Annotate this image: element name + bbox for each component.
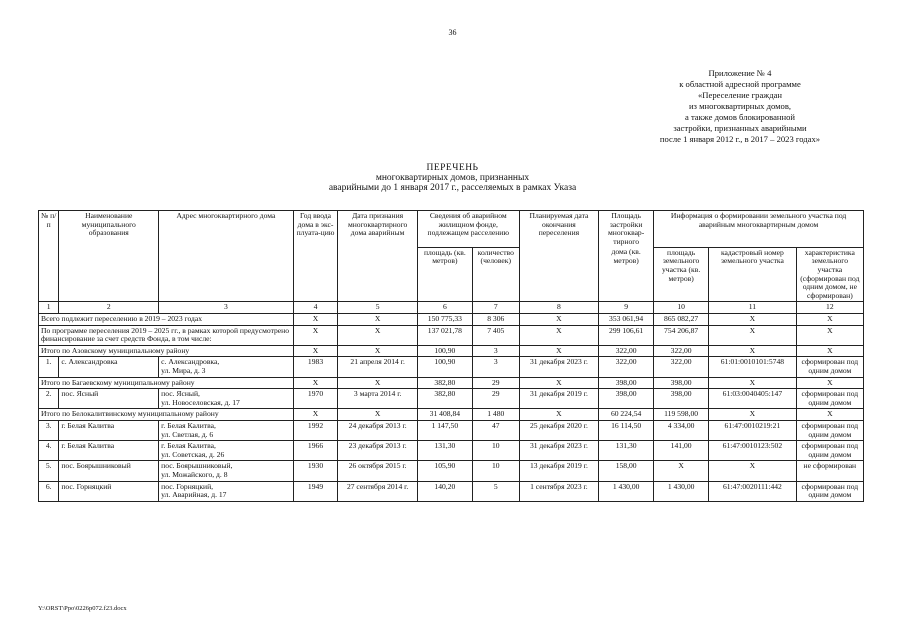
table-row (39, 420, 864, 440)
col-number: 6 (417, 302, 472, 314)
cell-address (159, 420, 293, 440)
cell-municipality: пос. Ясный (59, 389, 159, 409)
cell-address (159, 481, 293, 501)
col-number: 4 (293, 302, 338, 314)
cell-land: 4 334,00 (654, 420, 709, 440)
header-cell: Площадь застройки многоквар-тирного (599, 211, 654, 248)
cell-people: 1 480 (472, 409, 519, 421)
page-number: 36 (448, 28, 457, 37)
cell-number: 2. (39, 389, 59, 409)
address-line: г. Белая Калитва, (161, 441, 216, 451)
cell-date: X (338, 377, 417, 389)
cell-build: 1 430,00 (599, 481, 654, 501)
cell-cad: X (709, 345, 797, 357)
appendix-line: после 1 января 2012 г., в 2017 – 2023 годах» (659, 134, 821, 144)
col-number: 2 (59, 302, 159, 314)
cell-year: X (293, 377, 338, 389)
cell-cad: 61:47:0010123:502 (709, 441, 797, 461)
cell-build: 299 106,61 (599, 325, 654, 345)
row-label: По программе переселения 2019 – 2025 гг., в рамках которой предусмотрено финансирование за счет средств Фонда, в том числе: (39, 325, 294, 345)
cell-year: 1949 (293, 481, 338, 501)
cell-char: X (796, 377, 863, 389)
cell-people: 5 (472, 481, 519, 501)
cell-people: 3 (472, 357, 519, 377)
cell-end: X (519, 314, 598, 326)
row-label: Итого по Белокалитвинскому муниципальному району (39, 409, 294, 421)
cell-people: 7 405 (472, 325, 519, 345)
cell-municipality: пос. Боярышниковый (59, 461, 159, 481)
header-cell: Год ввода дома в экс-плуата-цию (293, 211, 338, 302)
header-cell: Планируемая дата окончания переселения (519, 211, 598, 302)
row-label: Итого по Багаевскому муниципальному району (39, 377, 294, 389)
cell-char: сформирован под одним домом (796, 357, 863, 377)
cell-end: X (519, 345, 598, 357)
cell-date: X (338, 409, 417, 421)
cell-number: 3. (39, 420, 59, 440)
row-label: Всего подлежит переселению в 2019 – 2023 годах (39, 314, 294, 326)
appendix-header (630, 68, 850, 145)
cell-cad: 61:03:0040405:147 (709, 389, 797, 409)
cell-cad: 61:47:0010219:21 (709, 420, 797, 440)
cell-year: X (293, 345, 338, 357)
cell-number: 5. (39, 461, 59, 481)
cell-build: 16 114,50 (599, 420, 654, 440)
cell-people: 10 (472, 461, 519, 481)
cell-people: 3 (472, 345, 519, 357)
cell-land: X (654, 461, 709, 481)
table-row (39, 441, 864, 461)
cell-area: 100,90 (417, 345, 472, 357)
cell-char: X (796, 345, 863, 357)
cell-build: 60 224,54 (599, 409, 654, 421)
cell-land: 398,00 (654, 389, 709, 409)
cell-area: 150 775,33 (417, 314, 472, 326)
title-line: аварийными до 1 января 2017 г., расселяемых в рамках Указа (328, 183, 577, 193)
cell-date: 23 декабря 2013 г. (338, 441, 417, 461)
cell-address (159, 389, 293, 409)
appendix-line: застройки, признанных аварийными (673, 123, 807, 133)
file-path-footer: Y:\ORST\Ppo\0226p072.f23.docx (38, 605, 127, 612)
cell-cad: X (709, 314, 797, 326)
address-line: ул. Мира, д. 3 (161, 366, 206, 375)
address-line: ул. Новоселовская, д. 17 (161, 397, 240, 407)
table-row (39, 461, 864, 481)
appendix-line: а также домов блокированной (684, 112, 795, 122)
header-cell: Сведения об аварийном жилищном фонде, подлежащем расселению (417, 211, 519, 248)
cell-date: X (338, 325, 417, 345)
col-number: 11 (709, 302, 797, 314)
cell-year: 1983 (293, 357, 338, 377)
cell-end: 1 сентября 2023 г. (519, 481, 598, 501)
summary-row-program (39, 325, 864, 345)
cell-date: 3 марта 2014 г. (338, 389, 417, 409)
cell-date: 26 октября 2015 г. (338, 461, 417, 481)
header-cell: Информация о формировании земельного участка под аварийным многоквартирным домом (654, 211, 864, 248)
address-line: пос. Ясный, (161, 389, 200, 399)
cell-area: 105,90 (417, 461, 472, 481)
col-number: 10 (654, 302, 709, 314)
header-cell: Адрес многоквартирного дома (159, 211, 293, 302)
cell-char: сформирован под одним домом (796, 420, 863, 440)
summary-row-total (39, 314, 864, 326)
cell-cad: X (709, 461, 797, 481)
cell-people: 8 306 (472, 314, 519, 326)
cell-year: 1992 (293, 420, 338, 440)
cell-land: 141,00 (654, 441, 709, 461)
appendix-line: Приложение № 4 (708, 68, 772, 78)
column-number-row (39, 302, 864, 314)
header-cell: № п/п (39, 211, 59, 302)
header-cell: количество (человек) (472, 247, 519, 302)
cell-date: 27 сентября 2014 г. (338, 481, 417, 501)
appendix-line: из многоквартирных домов, (688, 101, 792, 111)
title-line: ПЕРЕЧЕНЬ (426, 163, 479, 173)
cell-municipality: г. Белая Калитва (59, 420, 159, 440)
cell-end: 31 декабря 2023 г. (519, 357, 598, 377)
cell-cad: X (709, 325, 797, 345)
cell-people: 10 (472, 441, 519, 461)
address-line: с. Александровка, (161, 357, 220, 367)
cell-end: X (519, 409, 598, 421)
title-line: многоквартирных домов, признанных (375, 173, 530, 183)
cell-end: 25 декабря 2020 г. (519, 420, 598, 440)
cell-build: 322,00 (599, 345, 654, 357)
cell-build: 398,00 (599, 389, 654, 409)
cell-year: 1966 (293, 441, 338, 461)
cell-number: 4. (39, 441, 59, 461)
cell-municipality: с. Александровка (59, 357, 159, 377)
subtotal-row (39, 345, 864, 357)
cell-char: X (796, 409, 863, 421)
address-line: ул. Можайского, д. 8 (161, 469, 228, 479)
cell-build: 398,00 (599, 377, 654, 389)
header-cell: Наименование муниципального образования (59, 211, 159, 302)
cell-date: 24 декабря 2013 г. (338, 420, 417, 440)
cell-build: 353 061,94 (599, 314, 654, 326)
cell-land: 322,00 (654, 345, 709, 357)
cell-build: 131,30 (599, 441, 654, 461)
appendix-line: «Переселение граждан (698, 90, 782, 100)
cell-land: 865 082,27 (654, 314, 709, 326)
header-cell: площадь земельного участка (кв. метров) (654, 247, 709, 302)
cell-cad: 61:47:0020111:442 (709, 481, 797, 501)
address-line: ул. Советская, д. 26 (161, 449, 225, 459)
cell-char: X (796, 314, 863, 326)
appendix-line: к областной адресной программе (679, 79, 801, 89)
header-cell: кадастровый номер земельного участка (709, 247, 797, 302)
col-number: 9 (599, 302, 654, 314)
cell-number: 6. (39, 481, 59, 501)
cell-date: 21 апреля 2014 г. (338, 357, 417, 377)
cell-year: X (293, 325, 338, 345)
cell-land: 119 598,00 (654, 409, 709, 421)
col-number: 7 (472, 302, 519, 314)
cell-municipality: г. Белая Калитва (59, 441, 159, 461)
cell-char: сформирован под одним домом (796, 441, 863, 461)
table-row (39, 357, 864, 377)
cell-area: 31 408,84 (417, 409, 472, 421)
col-number: 1 (39, 302, 59, 314)
cell-people: 29 (472, 389, 519, 409)
col-number: 12 (796, 302, 863, 314)
cell-area: 382,80 (417, 389, 472, 409)
cell-municipality: пос. Горняцкий (59, 481, 159, 501)
cell-year: X (293, 409, 338, 421)
cell-address (159, 357, 293, 377)
subtotal-row (39, 409, 864, 421)
cell-people: 29 (472, 377, 519, 389)
cell-end: 31 декабря 2019 г. (519, 389, 598, 409)
cell-land: 322,00 (654, 357, 709, 377)
header-cell: площадь (кв. метров) (417, 247, 472, 302)
row-label: Итого по Азовскому муниципальному району (39, 345, 294, 357)
cell-people: 47 (472, 420, 519, 440)
cell-address (159, 461, 293, 481)
cell-cad: X (709, 377, 797, 389)
cell-year: 1930 (293, 461, 338, 481)
cell-char: сформирован под одним домом (796, 481, 863, 501)
cell-area: 137 021,78 (417, 325, 472, 345)
cell-year: 1970 (293, 389, 338, 409)
cell-area: 1 147,50 (417, 420, 472, 440)
address-line: пос. Горняцкий, (161, 481, 214, 491)
cell-end: X (519, 325, 598, 345)
header-cell: дома (кв. метров) (599, 247, 654, 302)
cell-char: не сформирован (796, 461, 863, 481)
header-cell: Дата признания многоквартирного дома аварийным (338, 211, 417, 302)
header-row (39, 211, 864, 248)
cell-land: 1 430,00 (654, 481, 709, 501)
cell-end: X (519, 377, 598, 389)
address-line: ул. Аварийная, д. 17 (161, 490, 227, 500)
cell-area: 100,90 (417, 357, 472, 377)
cell-build: 322,00 (599, 357, 654, 377)
address-line: пос. Боярышниковый, (161, 461, 233, 471)
address-line: г. Белая Калитва, (161, 420, 216, 430)
cell-number: 1. (39, 357, 59, 377)
cell-land: 754 206,87 (654, 325, 709, 345)
subtotal-row (39, 377, 864, 389)
address-line: ул. Светлая, д. 6 (161, 429, 214, 439)
cell-cad: 61:01:0010101:5748 (709, 357, 797, 377)
cell-address (159, 441, 293, 461)
cell-cad: X (709, 409, 797, 421)
col-number: 5 (338, 302, 417, 314)
cell-area: 140,20 (417, 481, 472, 501)
table-row (39, 481, 864, 501)
document-title (0, 163, 905, 193)
cell-year: X (293, 314, 338, 326)
cell-date: X (338, 345, 417, 357)
cell-char: сформирован под одним домом (796, 389, 863, 409)
register-table (38, 210, 864, 502)
cell-build: 158,00 (599, 461, 654, 481)
cell-char: X (796, 325, 863, 345)
col-number: 3 (159, 302, 293, 314)
cell-area: 131,30 (417, 441, 472, 461)
cell-end: 31 декабря 2023 г. (519, 441, 598, 461)
header-cell: характеристика земельного участка (сформирован под одним домом, не сформирован) (796, 247, 863, 302)
cell-area: 382,80 (417, 377, 472, 389)
table-row (39, 389, 864, 409)
cell-date: X (338, 314, 417, 326)
col-number: 8 (519, 302, 598, 314)
cell-land: 398,00 (654, 377, 709, 389)
cell-end: 13 декабря 2019 г. (519, 461, 598, 481)
